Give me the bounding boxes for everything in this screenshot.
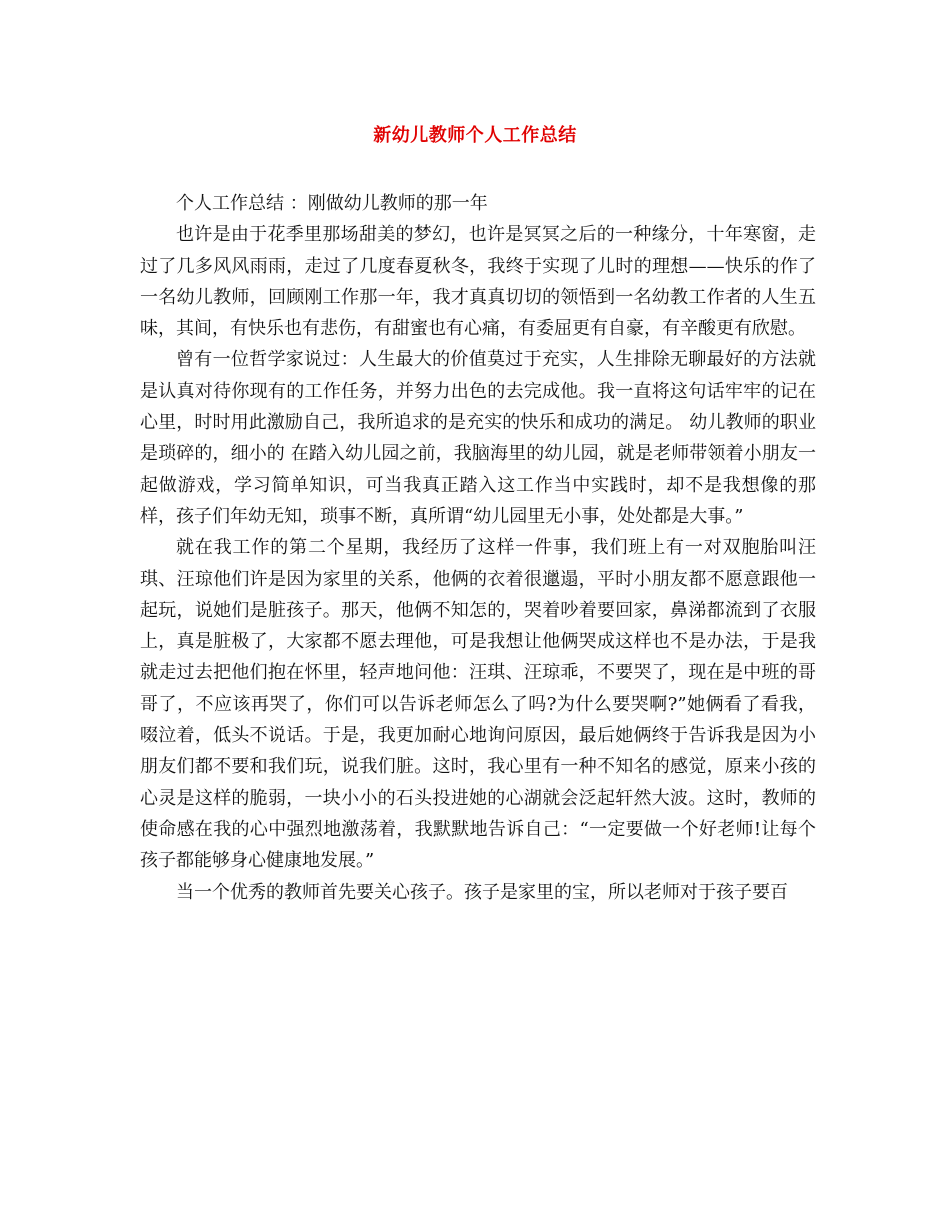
body-paragraph: 也许是由于花季里那场甜美的梦幻，也许是冥冥之后的一种缘分，十年寒窗，走过了几多风风雨雨，走过了几度春夏秋冬，我终于实现了儿时的理想——快乐的作了一名幼儿教师，回顾刚工作那一年，我才真真切切的领悟到一名幼教工作者的人生五味，其间，有快乐也有悲伤，有甜蜜也有心痛，有委屈更有自豪，有辛酸更有欣慰。 bbox=[140, 224, 816, 340]
body-paragraph: 当一个优秀的教师首先要关心孩子。孩子是家里的宝，所以老师对于孩子要百 bbox=[176, 881, 788, 903]
body-paragraph: 就在我工作的第二个星期，我经历了这样一件事，我们班上有一对双胞胎叫汪琪、汪琼他们许是因为家里的关系，他俩的衣着很邋遢，平时小朋友都不愿意跟他一起玩，说她们是脏孩子。那天，他俩不知怎的，哭着吵着要回家，鼻涕都流到了衣服上，真是脏极了，大家都不愿去理他，可是我想让他俩哭成这样也不是办法，于是我就走过去把他们抱在怀里，轻声地问他：汪琪、汪琼乖，不要哭了，现在是中班的哥哥了，不应该再哭了，你们可以告诉老师怎么了吗?为什么要哭啊?”她俩看了看我，啜泣着，低头不说话。于是，我更加耐心地询问原因，最后她俩终于告诉我是因为小朋友们都不要和我们玩，说我们脏。这时，我心里有一种不知名的感觉，原来小孩的心灵是这样的脆弱，一块小小的石头投进她的心湖就会泛起轩然大波。这时，教师的使命感在我的心中强烈地激荡着，我默默地告诉自己：“一定要做一个好老师!让每个孩子都能够身心健康地发展。” bbox=[140, 537, 816, 872]
document-title: 新幼儿教师个人工作总结 bbox=[373, 125, 577, 146]
subtitle-paragraph: 个人工作总结 ：刚做幼儿教师的那一年 bbox=[176, 193, 488, 214]
document-body bbox=[140, 188, 816, 908]
body-paragraph: 曾有一位哲学家说过：人生最大的价值莫过于充实，人生排除无聊最好的方法就是认真对待你现有的工作任务，并努力出色的去完成他。我一直将这句话牢牢的记在心里，时时用此激励自己，我所追求的是充实的快乐和成功的满足。 幼儿教师的职业是琐碎的，细小的 在踏入幼儿园之前，我脑海里的幼儿园，就是老师带领着小朋友一起做游戏，学习简单知识，可当我真正踏入这工作当中实践时，却不是我想像的那样，孩子们年幼无知，琐事不断，真所谓“幼儿园里无小事，处处都是大事。” bbox=[140, 349, 816, 527]
